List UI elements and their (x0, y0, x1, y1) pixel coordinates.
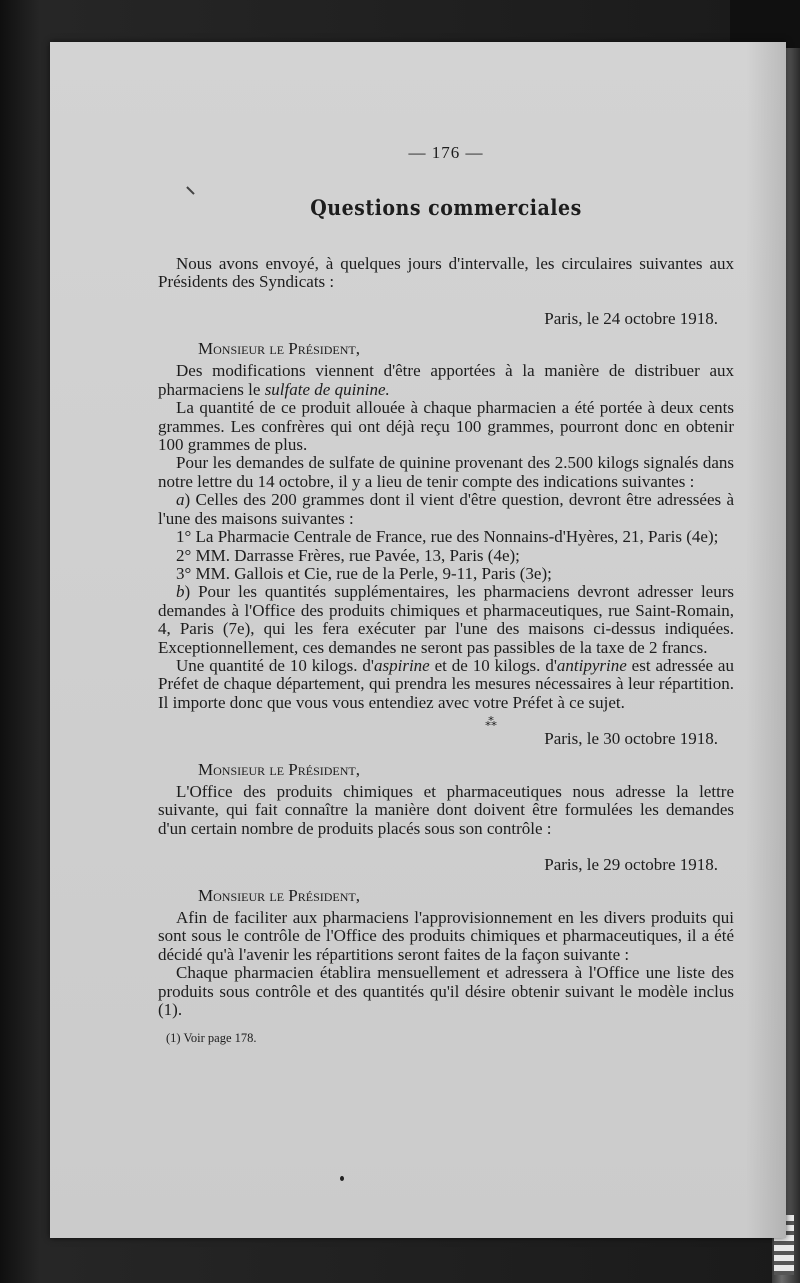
letter1-date: Paris, le 24 octobre 1918. (544, 308, 718, 328)
binding-tab (730, 0, 800, 48)
section-heading: Questions commerciales (310, 195, 582, 222)
letter1-paragraph-3: Pour les demandes de sulfate de quinine provenant des 2.500 kilogs signalés dans notre lettre du 14 octobre, il y a lieu de tenir compte des indications suivantes : (158, 453, 734, 491)
page-number: — 176 — (408, 143, 484, 162)
letter1-list-item-1: 1° La Pharmacie Centrale de France, rue des Nonnains-d'Hyères, 21, Paris (4e); (176, 527, 719, 547)
page-content (158, 144, 734, 1048)
letter3-paragraph-1: Afin de faciliter aux pharmaciens l'approvisionnement en les divers produits qui sont sous le contrôle de l'Office des produits chimiques et pharmaceutiques, il a été décidé qu'à l'avenir les répartitions seront faites de la façon suivante : (158, 908, 734, 964)
letter2-salutation: Monsieur le Président, (198, 759, 360, 779)
letter3-date: Paris, le 29 octobre 1918. (544, 855, 718, 875)
letter3-paragraph-2: Chaque pharmacien établira mensuellement et adressera à l'Office une liste des produits sous contrôle et des quantités qu'il désire obtenir suivant le modèle inclus (1). (158, 963, 734, 1020)
letter1-list-item-3: 3° MM. Gallois et Cie, rue de la Perle, 9-11, Paris (3e); (176, 563, 552, 583)
letter1-list-item-2: 2° MM. Darrasse Frères, rue Pavée, 13, Paris (4e); (176, 545, 520, 565)
ink-dot (340, 1176, 344, 1181)
letter1-paragraph-6: Une quantité de 10 kilogs. d'aspirine et de 10 kilogs. d'antipyrine est adressée au Préfet de chaque département, qui prendra les mesures nécessaires à leur répartition. Il importe donc que vous vous entendiez avec votre Préfet à ce sujet. (158, 655, 734, 712)
intro-paragraph: Nous avons envoyé, à quelques jours d'intervalle, les circulaires suivantes aux Présidents des Syndicats : (158, 253, 734, 292)
letter1-paragraph-2: La quantité de ce produit allouée à chaque pharmacien a été portée à deux cents grammes. Les confrères qui ont déjà reçu 100 grammes, pourront donc en obtenir 100 grammes de plus. (158, 398, 734, 455)
asterism-separator: ⁂ (485, 715, 497, 730)
letter2-paragraph-1: L'Office des produits chimiques et pharmaceutiques nous adresse la lettre suivante, qui fait connaître la manière dont doivent être formulées les demandes d'un certain nombre de produits placés sous son contrôle : (158, 781, 734, 838)
letter3-salutation: Monsieur le Président, (198, 885, 360, 905)
document-page (50, 42, 786, 1238)
letter2-date: Paris, le 30 octobre 1918. (544, 729, 718, 749)
letter1-paragraph-1: Des modifications viennent d'être apportées à la manière de distribuer aux pharmaciens le sulfate de quinine. (158, 361, 734, 399)
letter1-salutation: Monsieur le Président, (198, 339, 360, 359)
letter1-paragraph-4: a) Celles des 200 grammes dont il vient d'être question, devront être adressées à l'une des maisons suivantes : (158, 490, 734, 528)
footnote: (1) Voir page 178. (166, 1031, 257, 1046)
letter1-paragraph-5: b) Pour les quantités supplémentaires, les pharmaciens devront adresser leurs demandes à l'Office des produits chimiques et pharmaceutiques, rue Saint-Romain, 4, Paris (7e), qui les fera exécuter par l'une des maisons ci-dessus indiquées. Exceptionnellement, ces demandes ne seront pas passibles de la taxe de 2 francs. (158, 582, 734, 657)
